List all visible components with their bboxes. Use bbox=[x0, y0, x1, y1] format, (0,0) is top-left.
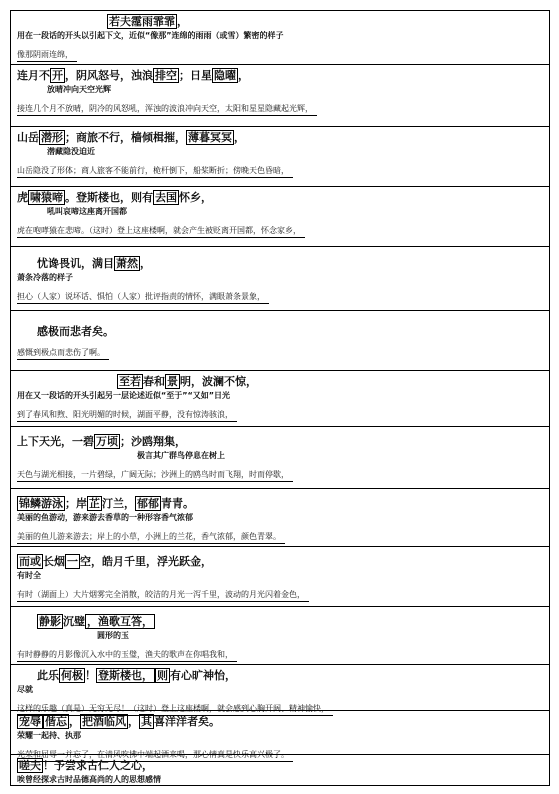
key-phrase: 啸猿啼 bbox=[30, 191, 63, 204]
annotation-line: 尽就 bbox=[17, 685, 33, 694]
passage-row-11 bbox=[10, 606, 550, 664]
annotation-line: 圆形的玉 bbox=[97, 631, 129, 640]
key-phrase: 万顷 bbox=[96, 435, 118, 448]
translation-line: 这样的乐趣（真是）无穷无尽！（这时）登上这座楼啊，就会感到心胸开阔、精神愉快， bbox=[17, 703, 333, 716]
original-text: 静影 沉璧 ，渔歌互答， bbox=[39, 615, 153, 628]
key-phrase: 景 bbox=[167, 375, 178, 388]
key-phrase: 把酒临风 bbox=[82, 715, 126, 728]
passage-row-3 bbox=[10, 126, 550, 186]
key-phrase: 芷 bbox=[89, 497, 100, 510]
translation-line: 担心（人家）说坏话、惧怕（人家）批评指责的情怀，满眼萧条景象， bbox=[17, 291, 269, 304]
key-phrase: 若夫霪雨霏霏 bbox=[109, 15, 175, 28]
original-text: 至若 春和 景 明，波澜不惊， bbox=[119, 375, 257, 388]
annotation-line: 美丽的鱼游动，游来游去香草的一种形容香气浓郁 bbox=[17, 513, 193, 522]
annotation-line: 极言其广群鸟停息在树上 bbox=[137, 451, 225, 460]
passage-row-7 bbox=[10, 370, 550, 426]
passage-row-14 bbox=[10, 754, 550, 786]
key-phrase: 隐曜 bbox=[214, 69, 236, 82]
original-text: 山岳 潜形 ；商旅不行，樯倾楫摧， 薄暮冥冥 ， bbox=[17, 131, 245, 144]
original-text: 锦鳞游泳 ；岸 芷 汀兰， 郁郁 青青。 bbox=[19, 497, 194, 510]
key-phrase: 嗟夫 bbox=[19, 759, 41, 772]
original-text: 而或 长烟 一 空，皓月千里，浮光跃金， bbox=[19, 555, 212, 568]
passage-row-6 bbox=[10, 310, 550, 370]
key-phrase: 排空 bbox=[155, 69, 177, 82]
translation-line: 感慨到极点而悲伤了啊。 bbox=[17, 347, 109, 360]
original-text: 感极而悲者矣。 bbox=[37, 325, 114, 338]
passage-row-12 bbox=[10, 664, 550, 713]
key-phrase: 偕忘 bbox=[45, 715, 67, 728]
key-phrase: 萧然 bbox=[116, 257, 138, 270]
original-text: 忧谗畏讥，满目 萧然 ， bbox=[37, 257, 151, 270]
original-text: 若夫霪雨霏霏 ， bbox=[109, 15, 188, 28]
annotation-line: 萧条冷落的样子 bbox=[17, 273, 73, 282]
translation-line: 光荣和屈辱一并忘了，在清风吹拂中端起酒来喝，那心情真是快乐高兴极了。 bbox=[17, 749, 293, 762]
passage-row-5 bbox=[10, 246, 550, 310]
original-text: 宠辱 偕忘 ， 把酒临风 ， 其 喜洋洋者矣。 bbox=[19, 715, 220, 728]
original-text: 虎 啸猿啼 。登斯楼也，则有 去国 怀乡， bbox=[17, 191, 212, 204]
translation-line: 有时（湖面上）大片烟雾完全消散，皎洁的月光一泻千里，波动的月光闪着金色， bbox=[17, 589, 309, 602]
translation-line: 有时静静的月影像沉入水中的玉璧，渔夫的歌声在你唱我和， bbox=[17, 649, 237, 662]
annotation-line: 唉曾经探求古时品德高尚的人的思想感情 bbox=[17, 775, 161, 784]
translation-line: 像那阴雨连绵， bbox=[17, 49, 77, 62]
translation-line: 虎在咆哮猿在悲啼。（这时）登上这座楼啊，就会产生被贬离开国都，怀念家乡， bbox=[17, 225, 305, 238]
annotation-line: 用在一段话的开头以引起下文，近似“像那”连绵的雨雨（或雪）繁密的样子 bbox=[17, 31, 284, 40]
passage-row-8 bbox=[10, 426, 550, 488]
key-phrase: 潜形 bbox=[41, 131, 63, 144]
annotation-line: 有时全 bbox=[17, 571, 41, 580]
key-phrase: 锦鳞游泳 bbox=[19, 497, 63, 510]
annotation-line: 放晴冲向天空光辉 bbox=[47, 85, 111, 94]
passage-row-2 bbox=[10, 64, 550, 126]
key-phrase: 宠辱 bbox=[19, 715, 41, 728]
original-text: 上下天光，一碧 万顷 ；沙鸥翔集， bbox=[17, 435, 186, 448]
translation-line: 到了春风和煦、阳光明媚的时候，湖面平静，没有惊涛骇浪， bbox=[17, 409, 237, 422]
translation-line: 美丽的鱼儿游来游去；岸上的小草，小洲上的兰花，香气浓郁，颜色青翠。 bbox=[17, 531, 285, 544]
translation-line: 山岳隐没了形体；商人旅客不能前行，桅杆倒下，船桨断折；傍晚天色昏暗， bbox=[17, 165, 293, 178]
key-phrase: 何极 bbox=[61, 669, 83, 682]
key-phrase: 开 bbox=[52, 69, 63, 82]
key-phrase: 郁郁 bbox=[137, 497, 159, 510]
passage-row-10 bbox=[10, 546, 550, 606]
annotation-line: 潜藏隐没迫近 bbox=[47, 147, 95, 156]
key-phrase: 静影 bbox=[39, 615, 61, 628]
translation-line: 接连几个月不放晴，阴冷的风怒吼，浑浊的波浪冲向天空，太阳和星星隐藏起光辉， bbox=[17, 103, 317, 116]
passage-row-4 bbox=[10, 186, 550, 246]
key-phrase: ，渔歌互答， bbox=[87, 615, 153, 628]
key-phrase: 则 bbox=[157, 669, 168, 682]
original-text: 连月不 开 ，阴风怒号，浊浪 排空 ；日星 隐曜 ， bbox=[17, 69, 249, 82]
annotation-line: 荣耀一起持、执那 bbox=[17, 731, 81, 740]
original-text: 嗟夫 ！予尝求古仁人之心， bbox=[19, 759, 153, 772]
passage-row-13 bbox=[10, 710, 550, 759]
original-text: 此乐 何极 ！ 登斯楼也， 则 有心旷神怡， bbox=[37, 669, 236, 682]
passage-row-1 bbox=[10, 10, 550, 64]
translation-line: 天色与湖光相接，一片碧绿，广阔无际；沙洲上的鸥鸟时而飞翔，时而停歇， bbox=[17, 469, 293, 482]
key-phrase: 登斯楼也， bbox=[98, 669, 153, 682]
key-phrase: 其 bbox=[141, 715, 152, 728]
key-phrase: 去国 bbox=[155, 191, 177, 204]
key-phrase: 薄暮冥冥 bbox=[188, 131, 232, 144]
annotation-line: 用在又一段话的开头引起另一层论述近似“至于”“又如”日光 bbox=[17, 391, 231, 400]
key-phrase: 而或 bbox=[19, 555, 41, 568]
key-phrase: 至若 bbox=[119, 375, 141, 388]
passage-row-9 bbox=[10, 488, 550, 546]
key-phrase: 一 bbox=[67, 555, 78, 568]
annotation-line: 吼叫哀啼这座离开国都 bbox=[47, 207, 127, 216]
